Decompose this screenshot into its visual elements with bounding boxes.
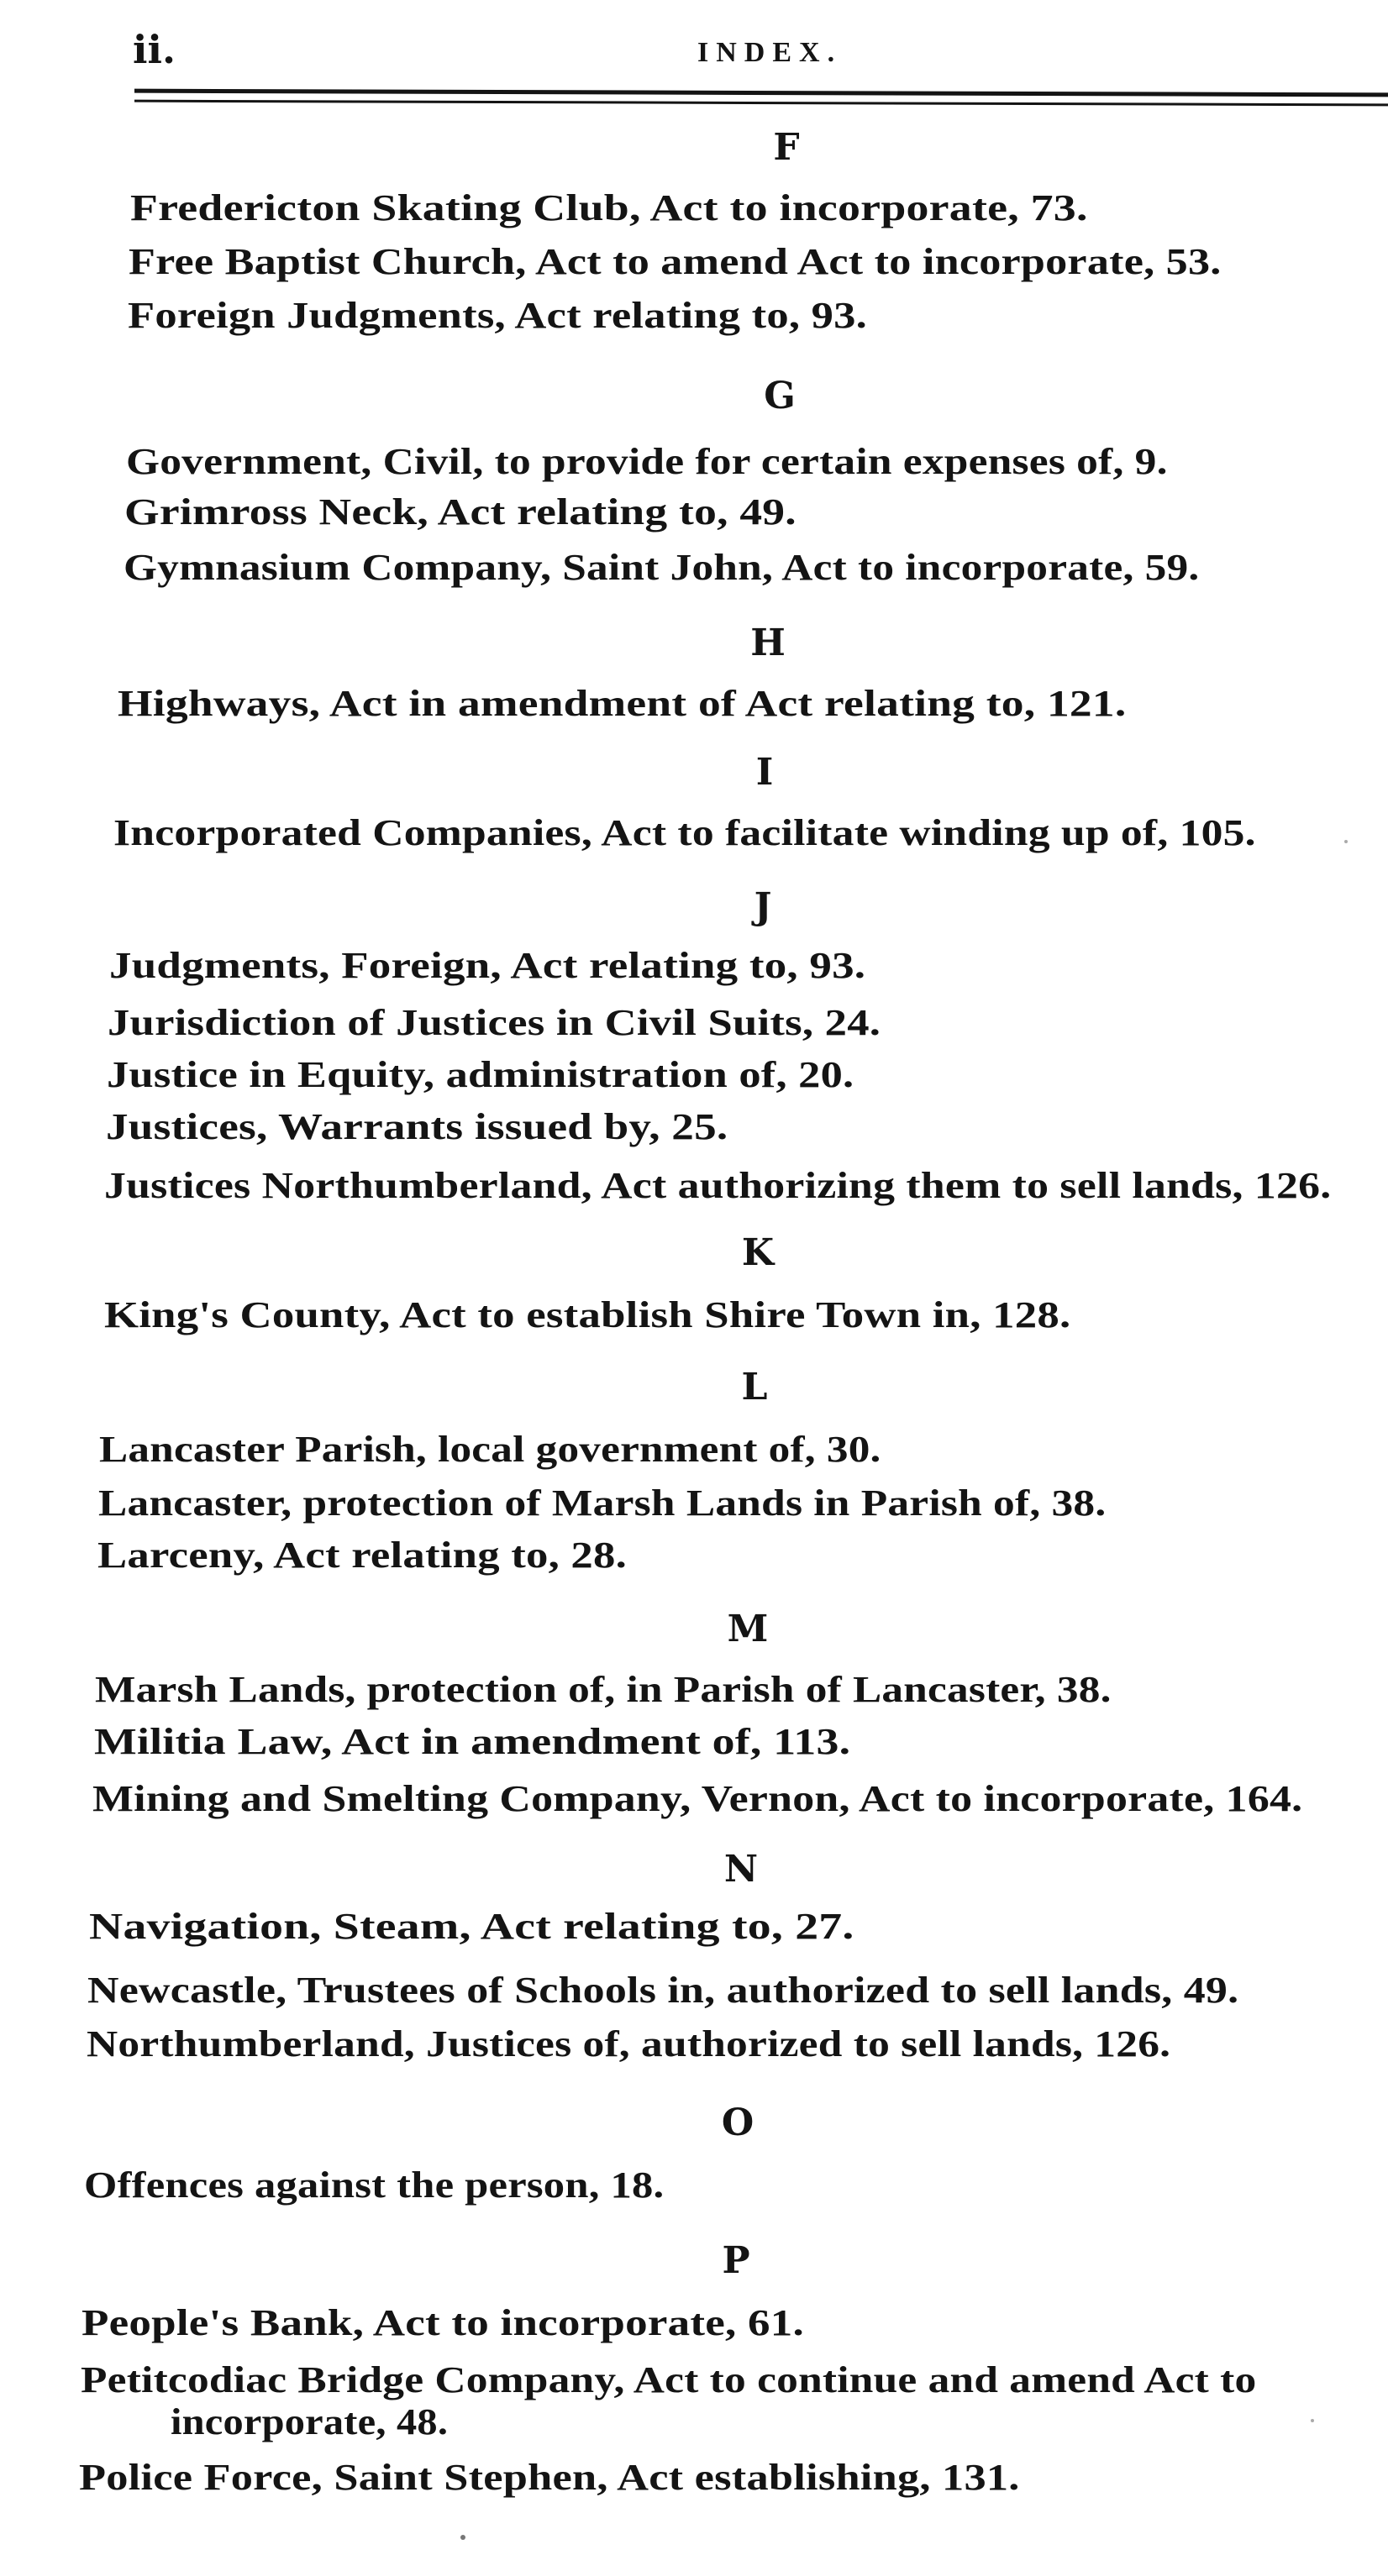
index-entry: Fredericton Skating Club, Act to incorporate, 73. xyxy=(130,187,1088,228)
print-speck xyxy=(1311,2419,1314,2422)
index-entry: Petitcodiac Bridge Company, Act to continue and amend Act to xyxy=(81,2359,1257,2400)
section-letter-m: M xyxy=(727,1608,769,1650)
index-entry: Grimross Neck, Act relating to, 49. xyxy=(124,491,797,533)
print-speck xyxy=(1344,840,1348,843)
section-letter-l: L xyxy=(741,1366,768,1409)
header-rule-thin xyxy=(134,100,1388,107)
section-letter-g: G xyxy=(764,375,796,417)
section-letter-n: N xyxy=(723,1848,759,1891)
index-entry: Police Force, Saint Stephen, Act establishing, 131. xyxy=(79,2457,1020,2498)
section-letter-p: P xyxy=(722,2239,750,2282)
index-entry: Militia Law, Act in amendment of, 113. xyxy=(94,1721,851,1762)
index-entry: Justices Northumberland, Act authorizing them to sell lands, 126. xyxy=(104,1165,1332,1206)
section-letter-f: F xyxy=(773,126,800,169)
section-letter-k: K xyxy=(741,1231,775,1274)
running-head: INDEX. xyxy=(697,37,843,68)
index-entry: Government, Civil, to provide for certain expenses of, 9. xyxy=(126,441,1168,482)
section-letter-h: H xyxy=(750,622,786,664)
index-entry: Lancaster, protection of Marsh Lands in Parish of, 38. xyxy=(98,1482,1107,1524)
index-entry: Navigation, Steam, Act relating to, 27. xyxy=(89,1906,854,1947)
index-entry: Marsh Lands, protection of, in Parish of Lancaster, 38. xyxy=(95,1669,1112,1710)
index-entry: Highways, Act in amendment of Act relating to, 121. xyxy=(118,683,1127,724)
index-entry: Larceny, Act relating to, 28. xyxy=(97,1535,628,1576)
index-entry: Jurisdiction of Justices in Civil Suits, 24. xyxy=(108,1002,881,1043)
index-entry: Offences against the person, 18. xyxy=(84,2164,665,2206)
index-entry: Northumberland, Justices of, authorized to sell lands, 126. xyxy=(87,2023,1171,2064)
print-speck xyxy=(460,2535,465,2540)
index-entry: Justices, Warrants issued by, 25. xyxy=(106,1106,728,1147)
index-entry: Mining and Smelting Company, Vernon, Act to incorporate, 164. xyxy=(92,1778,1303,1819)
page-number: ii. xyxy=(133,27,176,72)
index-entry: Lancaster Parish, local government of, 30. xyxy=(99,1429,881,1470)
section-letter-j: J xyxy=(754,885,772,928)
header-rule-thick xyxy=(134,89,1388,97)
index-entry: Judgments, Foreign, Act relating to, 93. xyxy=(109,945,866,986)
index-entry: People's Bank, Act to incorporate, 61. xyxy=(81,2302,805,2343)
index-entry: Newcastle, Trustees of Schools in, authorized to sell lands, 49. xyxy=(87,1970,1239,2011)
index-entry: King's County, Act to establish Shire Town in, 128. xyxy=(104,1294,1071,1335)
index-entry: Gymnasium Company, Saint John, Act to incorporate, 59. xyxy=(124,547,1200,588)
section-letter-i: I xyxy=(755,751,774,794)
index-entry-continuation: incorporate, 48. xyxy=(171,2401,449,2442)
section-letter-o: O xyxy=(721,2101,754,2144)
page-header xyxy=(126,25,1370,76)
index-entry: Justice in Equity, administration of, 20. xyxy=(107,1054,854,1095)
index-entry: Incorporated Companies, Act to facilitate winding up of, 105. xyxy=(113,812,1256,853)
index-entry: Foreign Judgments, Act relating to, 93. xyxy=(128,295,868,336)
index-entry: Free Baptist Church, Act to amend Act to incorporate, 53. xyxy=(129,241,1222,282)
